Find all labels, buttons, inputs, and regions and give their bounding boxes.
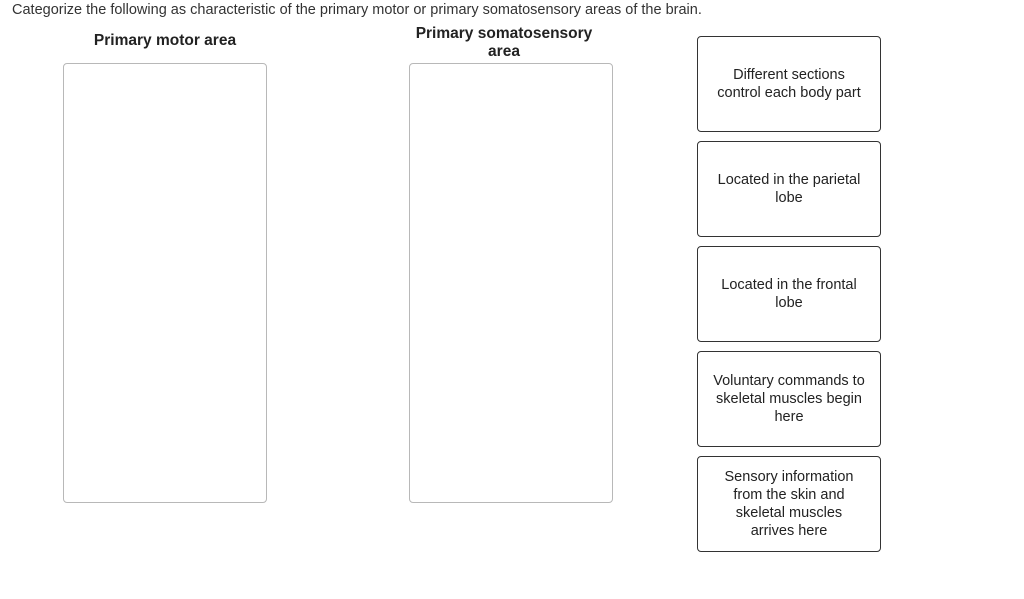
draggable-card-frontal-lobe[interactable] <box>697 246 881 342</box>
card-text <box>718 171 861 207</box>
card-text-line: Different sections <box>733 67 845 83</box>
card-text-line: lobe <box>775 295 803 311</box>
card-text-line: control each body part <box>717 85 861 101</box>
drop-zone-primary-motor[interactable] <box>63 63 267 503</box>
card-text-line: Located in the frontal <box>721 277 857 293</box>
column-title-primary-motor: Primary motor area <box>93 32 237 49</box>
column-title-line: area <box>488 43 520 60</box>
draggable-card-different-sections[interactable] <box>697 36 881 132</box>
card-text <box>725 468 854 540</box>
card-text-line: lobe <box>775 190 803 206</box>
card-text <box>717 66 860 102</box>
card-text-line: arrives here <box>750 523 828 539</box>
card-text-line: Voluntary commands to <box>713 373 865 389</box>
instructions-text: Categorize the following as characteristic of the primary motor or primary somatosensory areas of the brain. <box>12 2 702 18</box>
draggable-card-sensory-information[interactable] <box>697 456 881 552</box>
draggable-card-parietal-lobe[interactable] <box>697 141 881 237</box>
drop-zone-primary-somatosensory[interactable] <box>409 63 613 503</box>
card-text <box>721 276 856 312</box>
card-text-line: skeletal muscles <box>735 505 843 521</box>
card-text-line: Sensory information <box>724 469 854 485</box>
card-text-line: skeletal muscles begin <box>716 391 862 407</box>
card-text-line: Located in the parietal <box>717 172 861 188</box>
card-text <box>713 372 865 426</box>
card-text-line: from the skin and <box>733 487 845 503</box>
column-title-primary-somatosensory <box>404 25 604 61</box>
card-text-line: here <box>774 409 804 425</box>
draggable-card-voluntary-commands[interactable] <box>697 351 881 447</box>
column-title-line: Primary somatosensory <box>415 25 593 42</box>
